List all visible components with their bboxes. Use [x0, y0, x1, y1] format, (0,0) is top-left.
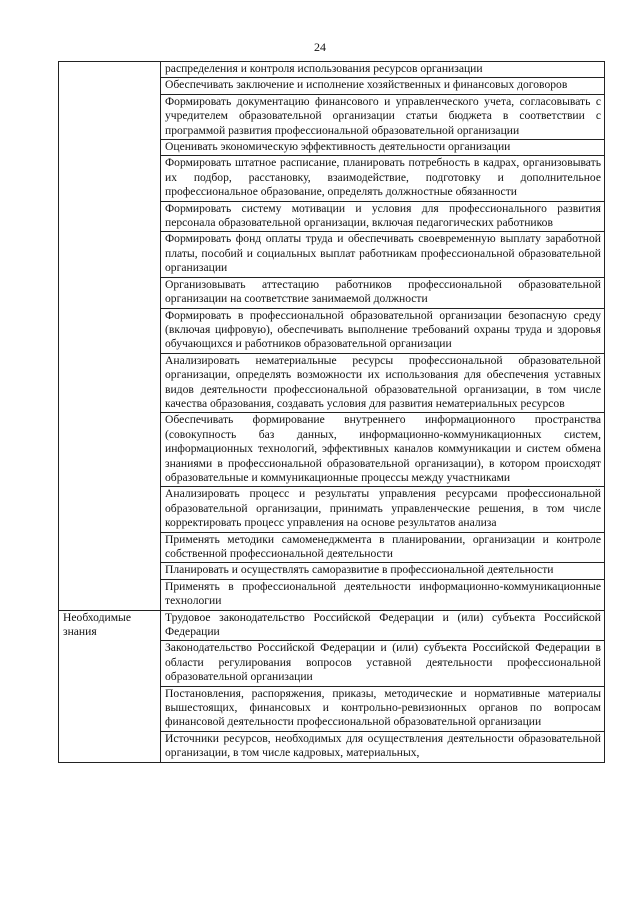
page-number: 24 — [314, 40, 326, 54]
requirement-item: Формировать документацию финансового и управленческого учета, согласовывать с учредителем образовательной организации статьи бюджета в соответствии с программой развития профессиональной образовательной организации — [161, 94, 605, 139]
requirement-item: Применять в профессиональной деятельности информационно-коммуникационные технологии — [161, 579, 605, 610]
requirement-item: Обеспечивать заключение и исполнение хозяйственных и финансовых договоров — [161, 78, 605, 94]
requirement-item: Формировать в профессиональной образовательной организации безопасную среду (включая цифровую), обеспечивать выполнение требований охраны труда и здоровья обучающихся и работников образовательной организации — [161, 308, 605, 353]
requirement-item: Планировать и осуществлять саморазвитие в профессиональной деятельности — [161, 563, 605, 579]
requirement-item: распределения и контроля использования ресурсов организации — [161, 62, 605, 78]
requirement-item: Анализировать нематериальные ресурсы профессиональной образовательной организации, определять возможности их использования для обеспечения уставных видов деятельности профессиональной образовательной организации, в том числе качества образования, создавать условия для развития нематериальных ресурсов — [161, 353, 605, 413]
qualification-table — [58, 61, 605, 763]
section-label — [59, 62, 161, 611]
table-row — [59, 62, 605, 78]
requirement-item: Применять методики самоменеджмента в планировании, организации и контроле собственной профессиональной деятельности — [161, 532, 605, 563]
requirement-item: Трудовое законодательство Российской Федерации и (или) субъекта Российской Федерации — [161, 610, 605, 641]
table-body — [59, 62, 605, 763]
requirement-item: Законодательство Российской Федерации и (или) субъекта Российской Федерации в области регулирования вопросов уставной деятельности профессиональной образовательной организации — [161, 641, 605, 686]
requirement-item: Формировать штатное расписание, планировать потребность в кадрах, организовывать их подбор, расстановку, взаимодействие, подготовку и дополнительное профессиональное образование, определять должностные обязанности — [161, 156, 605, 201]
requirement-item: Постановления, распоряжения, приказы, методические и нормативные материалы вышестоящих, финансовых и контрольно-ревизионных органов по вопросам финансовой деятельности профессиональной образовательной организации — [161, 686, 605, 731]
table-row — [59, 610, 605, 641]
requirement-item: Анализировать процесс и результаты управления ресурсами профессиональной образовательной организации, принимать управленческие решения, в том числе корректировать процесс управления на основе результатов анализа — [161, 487, 605, 532]
requirement-item: Формировать систему мотивации и условия для профессионального развития персонала образовательной организации, включая педагогических работников — [161, 201, 605, 232]
requirement-item: Оценивать экономическую эффективность деятельности организации — [161, 140, 605, 156]
requirement-item: Источники ресурсов, необходимых для осуществления деятельности образовательной организации, в том числе кадровых, материальных, — [161, 731, 605, 762]
requirement-item: Обеспечивать формирование внутреннего информационного пространства (совокупность баз данных, информационно-коммуникационных систем, информационных технологий, эффективных каналов коммуникации и систем обмена знаниями в профессиональной образовательной организации), в котором происходят образовательные и коммуникационные процессы между участниками — [161, 413, 605, 487]
requirement-item: Формировать фонд оплаты труда и обеспечивать своевременную выплату заработной платы, пособий и социальных выплат работникам профессиональной образовательной организации — [161, 232, 605, 277]
section-label: Необходимые знания — [59, 610, 161, 762]
requirement-item: Организовывать аттестацию работников профессиональной образовательной организации на соответствие занимаемой должности — [161, 277, 605, 308]
